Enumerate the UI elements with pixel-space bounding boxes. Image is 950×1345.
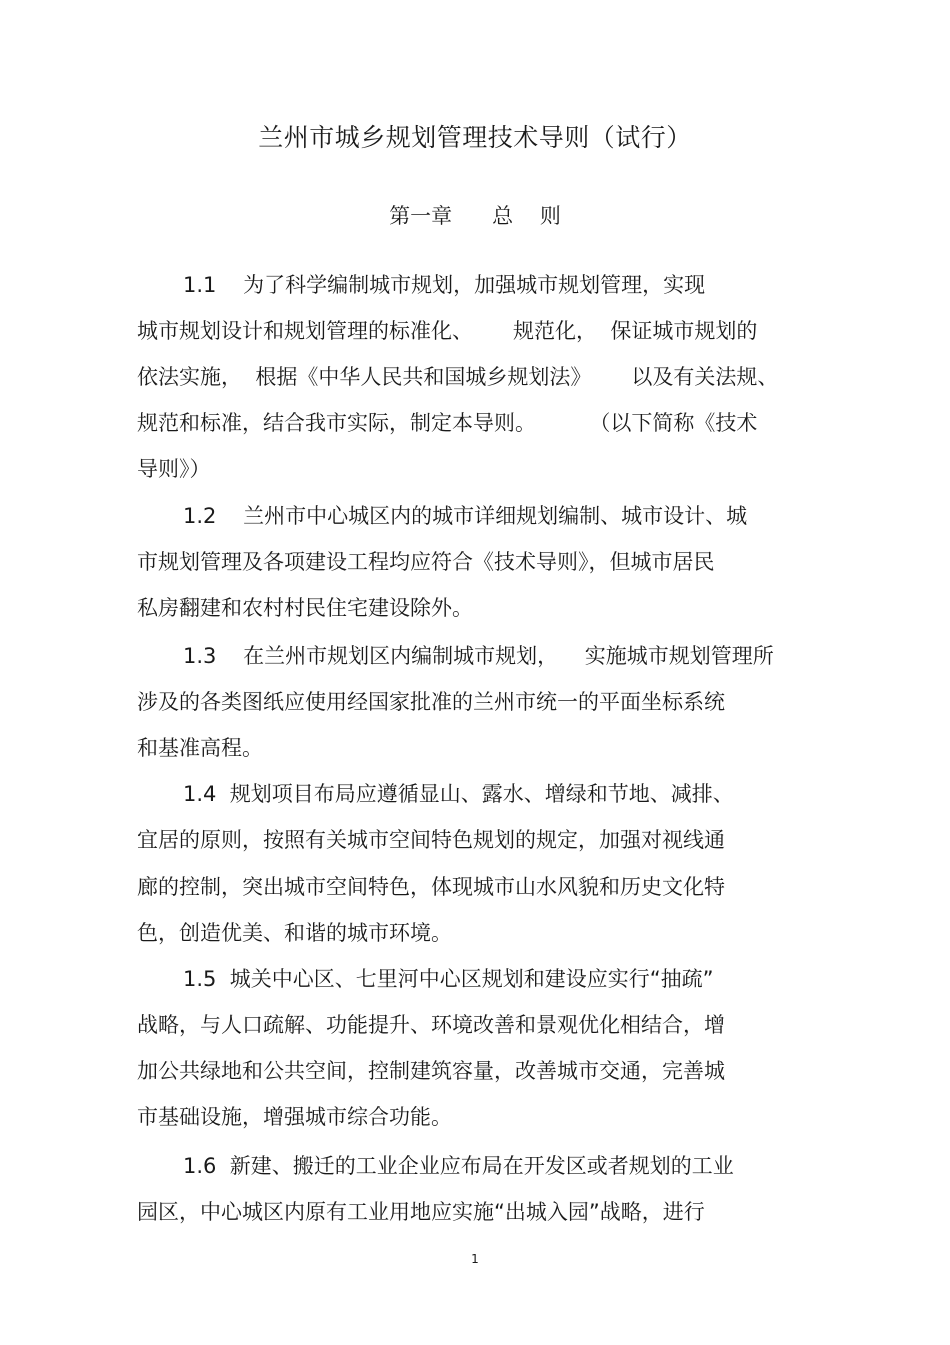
text-line: 1.3 在兰州市规划区内编制城市规划， 实施城市规划管理所 [183, 644, 774, 668]
chapter-title: 第一章 总 则 [389, 204, 561, 228]
text-line: 依法实施， 根据《中华人民共和国城乡规划法》 以及有关法规、 [137, 365, 779, 389]
text-line: 战略，与人口疏解、功能提升、环境改善和景观优化相结合，增 [137, 1013, 725, 1037]
text-line: 加公共绿地和公共空间，控制建筑容量，改善城市交通，完善城 [137, 1059, 725, 1083]
text-line: 市规划管理及各项建设工程均应符合《技术导则》，但城市居民 [137, 550, 715, 574]
text-line: 1.2 兰州市中心城区内的城市详细规划编制、城市设计、城 [183, 504, 748, 528]
text-line: 1.5 城关中心区、七里河中心区规划和建设应实行“抽疏” [183, 967, 714, 991]
text-line: 1.6 新建、搬迁的工业企业应布局在开发区或者规划的工业 [183, 1154, 734, 1178]
text-line: 园区，中心城区内原有工业用地应实施“出城入园”战略，进行 [137, 1200, 705, 1224]
text-line: 廊的控制，突出城市空间特色，体现城市山水风貌和历史文化特 [137, 875, 725, 899]
text-line: 市基础设施，增强城市综合功能。 [137, 1105, 452, 1129]
text-line: 城市规划设计和规划管理的标准化、 规范化， 保证城市规划的 [137, 319, 758, 343]
text-line: 色，创造优美、和谐的城市环境。 [137, 921, 452, 945]
text-line: 宜居的原则，按照有关城市空间特色规划的规定，加强对视线通 [137, 828, 725, 852]
text-line: 私房翻建和农村村民住宅建设除外。 [137, 596, 473, 620]
document-title: 兰州市城乡规划管理技术导则（试行） [258, 123, 692, 152]
text-line: 导则》） [137, 457, 211, 481]
text-line: 和基准高程。 [137, 736, 263, 760]
text-line: 1.4 规划项目布局应遵循显山、露水、增绿和节地、减排、 [183, 782, 734, 806]
text-line: 涉及的各类图纸应使用经国家批准的兰州市统一的平面坐标系统 [137, 690, 725, 714]
page-number: 1 [471, 1252, 479, 1266]
text-line: 规范和标准，结合我市实际，制定本导则。 （以下简称《技术 [137, 411, 758, 435]
text-line: 1.1 为了科学编制城市规划，加强城市规划管理，实现 [183, 273, 706, 297]
